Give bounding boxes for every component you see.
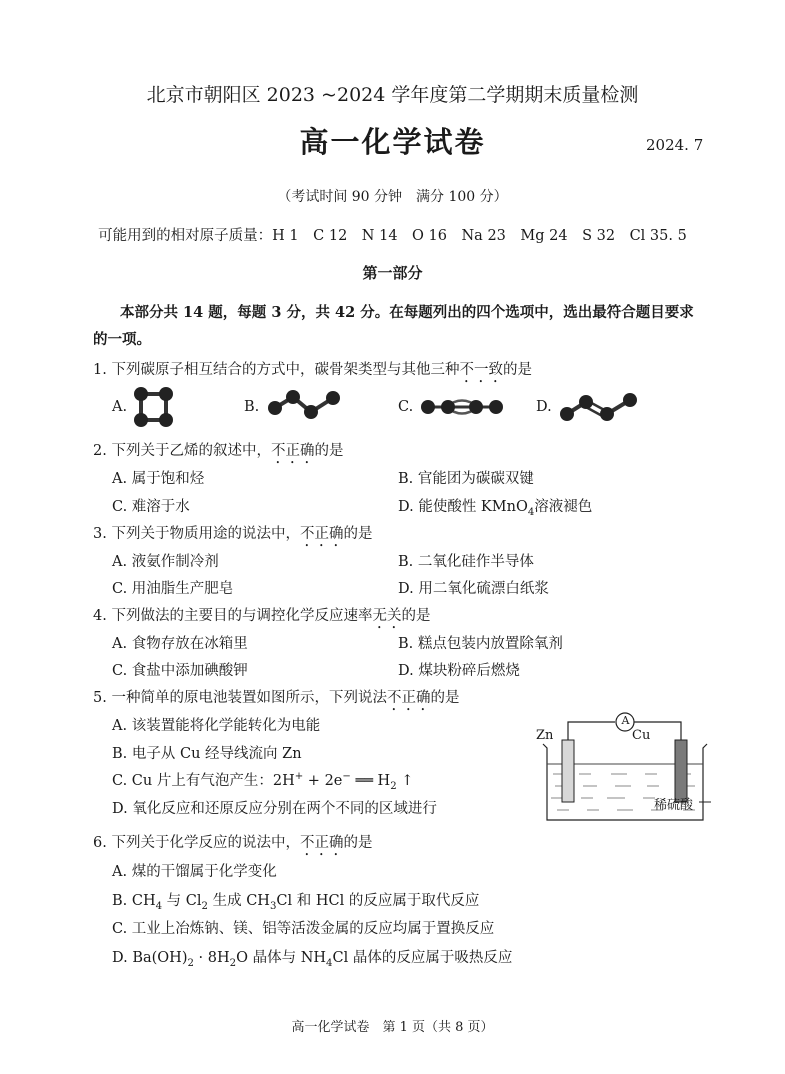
question-4-stem: 4. 下列做法的主要目的与调控化学反应速率无关的是 [93,608,431,624]
instruction-line-2: 的一项。 [93,331,151,348]
question-3-stem: 3. 下列关于物质用途的说法中，不正确的是 [93,526,373,542]
q4-option-d: D. 煤块粉碎后燃烧 [398,663,520,679]
molecule-a-cyclobutane [130,384,180,430]
q1-option-d-label: D. [536,399,552,415]
q1-option-a-label: A. [112,399,128,415]
q3-option-a: A. 液氨作制冷剂 [112,554,219,570]
instruction-line-1: 本部分共 14 题，每题 3 分，共 42 分。在每题列出的四个选项中，选出最符合题目要求 [120,304,694,321]
q5-option-c: C. Cu 片上有气泡产生：2H+ + 2e− ══ $H_2$ ↑ [112,771,414,792]
question-1-stem: 1. 下列碳原子相互结合的方式中，碳骨架类型与其他三种不一致的是 [93,362,532,378]
q4-option-c: C. 食盐中添加碘酸钾 [112,663,248,679]
q2-option-d: D. 能使酸性 KMnO$_4$溶液褪色 [398,499,593,518]
page-footer: 高一化学试卷 第 1 页（共 8 页） [291,1020,494,1035]
question-2-stem: 2. 下列关于乙烯的叙述中，不正确的是 [93,443,344,459]
cu-label: Cu [632,728,651,743]
exam-date: 2024. 7 [646,136,704,154]
q3-option-b: B. 二氧化硅作半导体 [398,554,534,570]
q2-option-c: C. 难溶于水 [112,499,190,515]
q1-option-b-label: B. [244,399,260,415]
q5-option-d: D. 氧化反应和还原反应分别在两个不同的区域进行 [112,801,437,817]
q5-option-b: B. 电子从 Cu 经导线流向 Zn [112,746,302,762]
acid-label: 稀硫酸 [654,798,694,813]
exam-info: （考试时间 90 分钟 满分 100 分） [277,189,508,205]
q5-option-a: A. 该装置能将化学能转化为电能 [112,718,321,734]
question-5-stem: 5. 一种简单的原电池装置如图所示，下列说法不正确的是 [93,690,460,706]
q6-option-c: C. 工业上冶炼钠、镁、铝等活泼金属的反应均属于置换反应 [112,921,495,937]
molecule-d-double-bond-chain [558,388,642,424]
q2-option-a: A. 属于饱和烃 [112,471,205,487]
q2-option-b: B. 官能团为碳碳双键 [398,471,534,487]
q6-option-a: A. 煤的干馏属于化学变化 [112,864,277,880]
q4-option-b: B. 糕点包装内放置除氧剂 [398,636,563,652]
q1-option-c-label: C. [398,399,414,415]
q3-option-c: C. 用油脂生产肥皂 [112,581,234,597]
atomic-masses: 可能用到的相对原子质量：H 1 C 12 N 14 O 16 Na 23 Mg 24 S 32 Cl 35. 5 [98,228,687,244]
page-title: 高一化学试卷 [299,125,486,159]
question-6-stem: 6. 下列关于化学反应的说法中，不正确的是 [93,835,373,851]
zn-label: Zn [536,728,554,743]
q3-option-d: D. 用二氧化硫漂白纸浆 [398,581,549,597]
q6-option-b: B. $CH_4$ 与 $Cl_2$ 生成 $CH_3Cl$ 和 HCl 的反应属于取代反应 [112,893,480,912]
ammeter-label: A [621,714,630,727]
section-heading: 第一部分 [362,264,423,282]
molecule-b-chain [266,388,346,424]
q4-option-a: A. 食物存放在冰箱里 [112,636,248,652]
exam-header: 北京市朝阳区 2023 ~2024 学年度第二学期期末质量检测 [146,84,639,106]
q6-option-d: D. $Ba(OH)_2 \cdot 8H_2O$ 晶体与 $NH_4Cl$ 晶体的反应属于吸热反应 [112,950,513,969]
molecule-c-triple-bond [418,392,506,422]
